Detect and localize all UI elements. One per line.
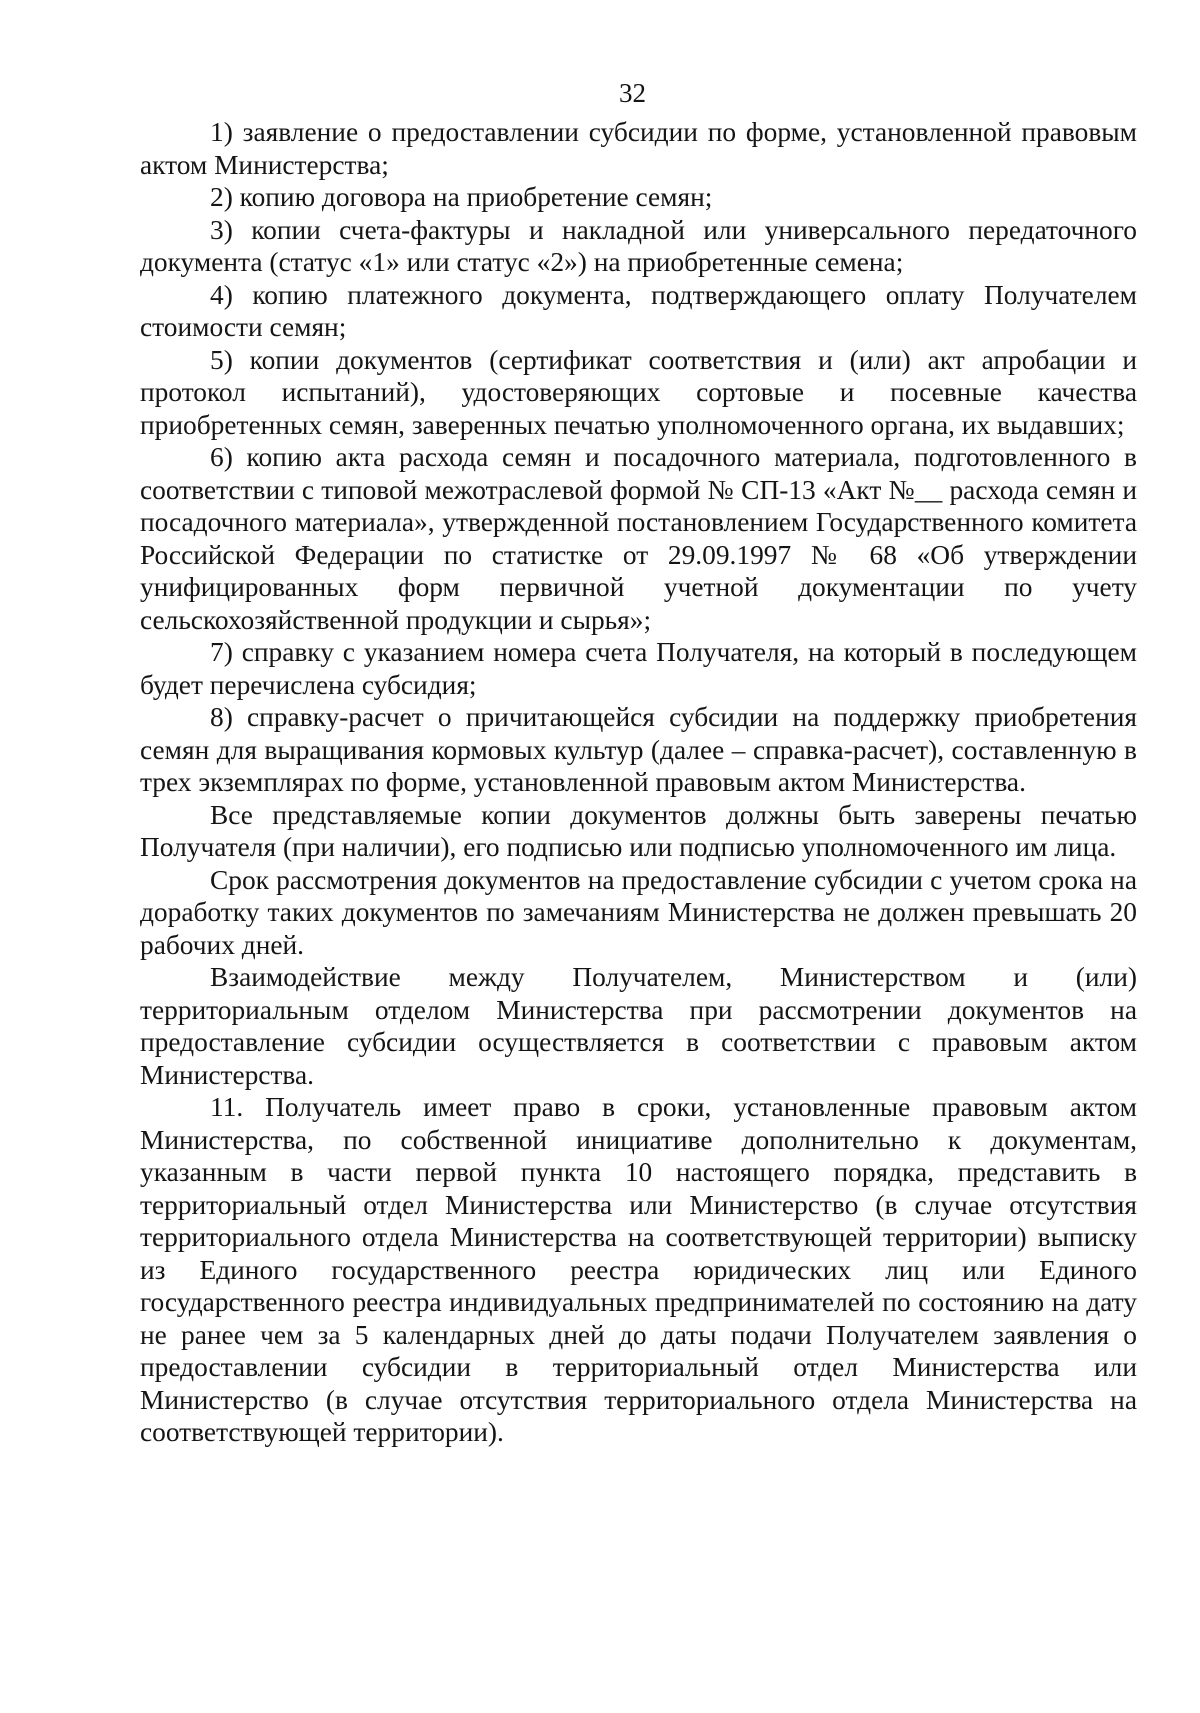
page-number: 32 <box>619 78 646 108</box>
paragraph-section-11: 11. Получатель имеет право в сроки, установленные правовым актом Министерства, по собственной инициативе дополнительно к документам, указанным в части первой пункта 10 настоящего порядка, представить в территориальный отдел Министерства или Министерство (в случае отсутствия территориального отдела Министерства на соответствующей территории) выписку из Единого государственного реестра юридических лиц или Единого государственного реестра индивидуальных предпринимателей по состоянию на дату не ранее чем за 5 календарных дней до даты подачи Получателем заявления о предоставлении субсидии в территориальный отдел Министерства или Министерство (в случае отсутствия территориального отдела Министерства на соответствующей территории). <box>140 1092 1137 1447</box>
document-body <box>140 116 1137 1449</box>
list-item-payment-document: 4) копию платежного документа, подтверждающего оплату Получателем стоимости семян; <box>140 279 1137 342</box>
list-item-invoice-copies: 3) копии счета-фактуры и накладной или универсального передаточного документа (статус «1» или статус «2») на приобретенные семена; <box>140 214 1137 277</box>
list-item-seed-contract: 2) копию договора на приобретение семян; <box>210 182 713 212</box>
paragraph-review-term: Срок рассмотрения документов на предоставление субсидии с учетом срока на доработку таких документов по замечаниям Министерства не должен превышать 20 рабочих дней. <box>140 864 1137 960</box>
paragraph-copies-certification: Все представляемые копии документов должны быть заверены печатью Получателя (при наличии), его подписью или подписью уполномоченного им лица. <box>140 799 1137 862</box>
list-item-application: 1) заявление о предоставлении субсидии по форме, установленной правовым актом Министерства; <box>140 117 1137 180</box>
paragraph-interaction: Взаимодействие между Получателем, Министерством и (или) территориальным отделом Министерства при рассмотрении документов на предоставление субсидии осуществляется в соответствии с правовым актом Министерства. <box>140 962 1137 1090</box>
list-item-seed-consumption-act: 6) копию акта расхода семян и посадочного материала, подготовленного в соответствии с типовой межотраслевой формой № СП-13 «Акт №__ расхода семян и посадочного материала», утвержденной постановлением Государственного комитета Российской Федерации по статистке от 29.09.1997 № 68 «Об утверждении унифицированных форм первичной учетной документации по учету сельскохозяйственной продукции и сырья»; <box>140 442 1137 635</box>
list-item-account-certificate: 7) справку с указанием номера счета Получателя, на который в последующем будет перечислена субсидия; <box>140 637 1137 700</box>
list-item-quality-documents: 5) копии документов (сертификат соответствия и (или) акт апробации и протокол испытаний), удостоверяющих сортовые и посевные качества приобретенных семян, заверенных печатью уполномоченного органа, их выдавших; <box>140 344 1137 440</box>
list-item-calculation-certificate: 8) справку-расчет о причитающейся субсидии на поддержку приобретения семян для выращивания кормовых культур (далее – справка-расчет), составленную в трех экземплярах по форме, установленной правовым актом Министерства. <box>140 702 1137 797</box>
